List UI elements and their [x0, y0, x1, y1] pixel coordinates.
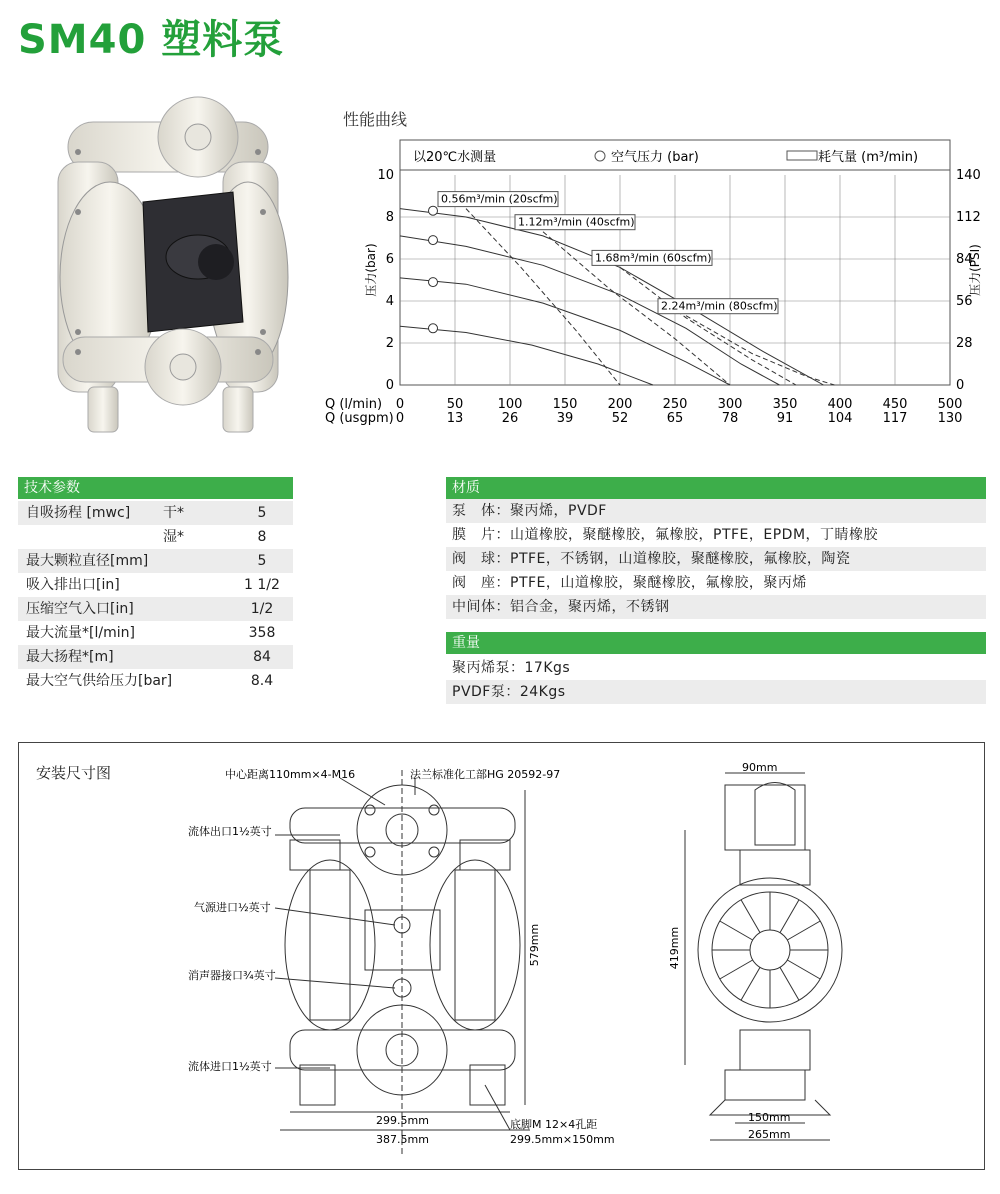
dimension-title: 安装尺寸图 — [36, 764, 112, 782]
tech-row — [18, 501, 293, 525]
y-axis-right-label: 压力(PSI) — [968, 244, 982, 296]
tech-cell-v: 8 — [257, 529, 267, 545]
tech-cell-k: 压缩空气入口[in] — [26, 601, 134, 617]
material-row: 阀 球：PTFE，不锈钢，山道橡胶，聚醚橡胶，氟橡胶，陶瓷 — [446, 547, 986, 571]
tech-cell-s: 湿* — [163, 529, 184, 545]
tech-header: 技术参数 — [18, 477, 293, 499]
x-tick-usgpm: 91 — [776, 411, 794, 426]
label-center: 中心距离110mm×4-M16 — [225, 768, 356, 781]
y-tick-left: 10 — [377, 168, 394, 183]
y-tick-right: 140 — [956, 168, 981, 183]
air-curve — [466, 209, 620, 385]
tech-row — [18, 573, 293, 597]
tech-cell-v: 1 1/2 — [244, 577, 280, 593]
y-tick-left: 0 — [385, 378, 394, 393]
y-tick-left: 8 — [385, 210, 394, 225]
label-foot1: 底脚M 12×4孔距 — [510, 1118, 598, 1131]
side-view-drawing — [668, 761, 870, 1160]
x-tick-usgpm: 130 — [937, 411, 963, 426]
legend-air-marker — [787, 151, 817, 160]
tech-cell-v: 358 — [248, 625, 276, 641]
pressure-marker — [429, 278, 438, 287]
tech-row — [18, 597, 293, 621]
y-tick-right: 56 — [956, 294, 973, 309]
spoke-line — [780, 900, 799, 933]
pressure-curve — [400, 209, 824, 385]
air-curve-label: 2.24m³/min (80scfm) — [661, 299, 778, 313]
label-air-in: 气源进口½英寸 — [194, 901, 271, 914]
air-curve-label: 0.56m³/min (20scfm) — [441, 192, 558, 206]
tech-cell-v: 5 — [257, 505, 267, 521]
label-outlet: 流体出口1½英寸 — [188, 825, 272, 838]
air-curve-label: 1.12m³/min (40scfm) — [518, 215, 635, 229]
tech-row — [18, 621, 293, 645]
pressure-marker — [429, 206, 438, 215]
tech-cell-v: 8.4 — [250, 673, 274, 689]
label-side-b2: 265mm — [748, 1128, 791, 1141]
material-row: 中间体：铝合金，聚丙烯，不锈钢 — [446, 595, 986, 619]
x-tick-lpm: 350 — [772, 397, 798, 412]
tech-row — [18, 669, 293, 693]
pressure-curve — [400, 326, 653, 385]
material-row: 膜 片：山道橡胶，聚醚橡胶，氟橡胶，PTFE，EPDM，丁睛橡胶 — [452, 527, 879, 543]
x-tick-lpm: 50 — [446, 397, 464, 412]
label-height: 579mm — [528, 923, 541, 967]
x-tick-usgpm: 78 — [721, 411, 739, 426]
x-tick-lpm: 450 — [882, 397, 908, 412]
legend-air: 耗气量 (m³/min) — [818, 150, 919, 165]
label-w2: 387.5mm — [376, 1133, 429, 1146]
x-tick-lpm: 300 — [717, 397, 743, 412]
y-axis-left-label: 压力(bar) — [364, 243, 378, 297]
label-foot2: 299.5mm×150mm — [510, 1133, 615, 1146]
y-tick-right: 84 — [956, 252, 973, 267]
weight-header: 重量 — [446, 632, 986, 654]
x-axis-label-usgpm: Q (usgpm) — [325, 411, 394, 426]
weight-row: 聚丙烯泵：17Kgs — [452, 660, 571, 676]
weight-row: PVDF泵：24Kgs — [446, 680, 986, 704]
x-tick-usgpm: 13 — [446, 411, 464, 426]
spoke-line — [720, 921, 753, 940]
x-tick-lpm: 150 — [552, 397, 578, 412]
y-tick-right: 112 — [956, 210, 981, 225]
label-side-b1: 150mm — [748, 1111, 791, 1124]
tech-row — [18, 525, 293, 549]
label-side-top: 90mm — [742, 761, 778, 774]
tech-cell-k: 最大流量*[l/min] — [26, 625, 135, 641]
spoke-line — [741, 900, 760, 933]
legend-pressure-marker — [595, 151, 605, 161]
pump-photo — [48, 92, 288, 442]
y-tick-right: 0 — [956, 378, 965, 393]
x-tick-lpm: 100 — [497, 397, 523, 412]
x-tick-lpm: 250 — [662, 397, 688, 412]
x-tick-usgpm: 65 — [666, 411, 684, 426]
x-tick-usgpm: 52 — [611, 411, 629, 426]
tech-row — [18, 645, 293, 669]
label-side-height: 419mm — [668, 926, 681, 970]
label-flange: 法兰标准化工部HG 20592-97 — [410, 768, 561, 781]
spoke-line — [787, 921, 820, 940]
tech-cell-k: 最大颗粒直径[mm] — [26, 553, 149, 569]
spoke-line — [787, 960, 820, 979]
spoke-line — [780, 967, 799, 1000]
material-header: 材质 — [446, 477, 986, 499]
y-tick-left: 2 — [385, 336, 394, 351]
tech-row — [18, 549, 293, 573]
spoke-line — [741, 967, 760, 1000]
performance-chart — [325, 130, 985, 430]
x-tick-lpm: 0 — [395, 397, 405, 412]
x-tick-usgpm: 39 — [556, 411, 574, 426]
label-w1: 299.5mm — [376, 1114, 429, 1127]
pressure-marker — [429, 324, 438, 333]
tech-cell-k: 最大空气供给压力[bar] — [26, 673, 173, 689]
tech-cell-k: 吸入排出口[in] — [26, 577, 120, 593]
legend-pressure: 空气压力 (bar) — [611, 150, 699, 165]
chart-caption: 性能曲线 — [343, 110, 408, 129]
tech-cell-v: 5 — [257, 553, 267, 569]
tech-cell-v: 84 — [253, 649, 271, 665]
label-muffler: 消声器接口¾英寸 — [188, 969, 276, 982]
y-tick-left: 4 — [385, 294, 394, 309]
y-tick-right: 28 — [956, 336, 973, 351]
x-tick-lpm: 400 — [827, 397, 853, 412]
air-curve — [620, 267, 796, 385]
x-tick-usgpm: 104 — [827, 411, 853, 426]
x-tick-lpm: 500 — [937, 397, 963, 412]
x-tick-lpm: 200 — [607, 397, 633, 412]
spoke-line — [720, 960, 753, 979]
tech-cell-k: 自吸扬程 [mwc] — [26, 505, 131, 521]
material-row: 阀 座：PTFE，山道橡胶，聚醚橡胶，氟橡胶，聚丙烯 — [452, 575, 807, 591]
pressure-marker — [429, 236, 438, 245]
front-view-drawing — [180, 760, 640, 1160]
legend-note: 以20℃水测量 — [413, 150, 497, 165]
page-title: SM40 塑料泵 — [18, 17, 285, 63]
material-row: 泵 体：聚丙烯，PVDF — [446, 499, 986, 523]
tech-cell-k: 最大扬程*[m] — [26, 649, 114, 665]
x-tick-usgpm: 26 — [501, 411, 519, 426]
y-tick-left: 6 — [385, 252, 394, 267]
tech-cell-s: 干* — [163, 505, 184, 521]
air-curve-label: 1.68m³/min (60scfm) — [595, 251, 712, 265]
x-tick-usgpm: 0 — [395, 411, 405, 426]
x-axis-label-lpm: Q (l/min) — [325, 397, 383, 412]
tech-cell-v: 1/2 — [250, 601, 274, 617]
label-inlet: 流体进口1½英寸 — [188, 1060, 272, 1073]
x-tick-usgpm: 117 — [882, 411, 908, 426]
